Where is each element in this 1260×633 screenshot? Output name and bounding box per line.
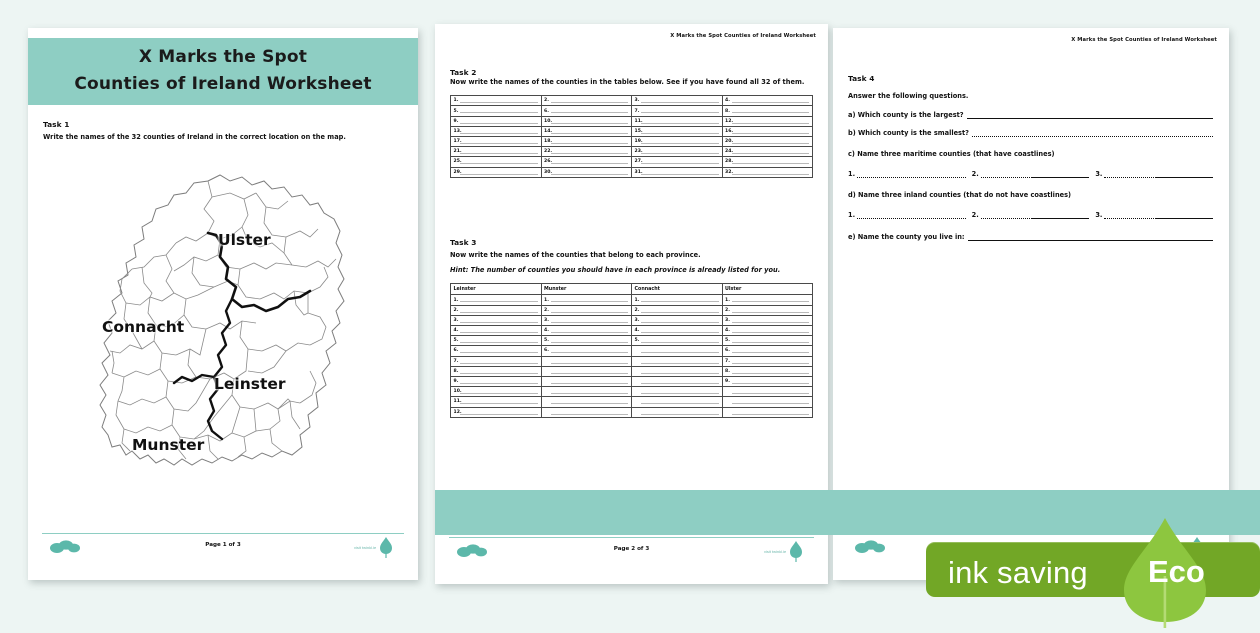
answer-rule-line: [551, 102, 629, 103]
province-answer-cell[interactable]: 1.: [451, 295, 542, 305]
answer-rule-line: [460, 403, 538, 404]
province-answer-cell[interactable]: [541, 376, 632, 386]
page-1-footer: [42, 533, 404, 567]
county-answer-cell[interactable]: 10.: [541, 116, 632, 126]
province-answer-cell[interactable]: 2.: [632, 305, 723, 315]
answer-rule-line: [460, 373, 538, 374]
county-answer-cell[interactable]: 18.: [541, 136, 632, 146]
task-3-block: [450, 238, 813, 418]
answer-rule-line: [641, 332, 719, 333]
province-answer-cell[interactable]: [632, 376, 723, 386]
question-d-blank-1[interactable]: [848, 210, 966, 219]
answer-rule-line: [460, 393, 538, 394]
answer-rule-line: [641, 383, 719, 384]
footer-credit-text: visit twinkl.ie: [764, 549, 786, 554]
answer-rule-line: [551, 301, 629, 302]
answer-rule-line: [551, 352, 629, 353]
county-answer-cell[interactable]: 8.: [722, 106, 813, 116]
province-answer-cell[interactable]: 3.: [541, 315, 632, 325]
answer-rule-line: [641, 322, 719, 323]
answer-rule-line: [460, 414, 538, 415]
task-4-block: [848, 74, 1213, 241]
task-2-block: [450, 68, 813, 178]
province-answer-cell[interactable]: 8.: [451, 366, 542, 376]
ink-saving-eco-badge: [926, 534, 1260, 596]
table-row: [451, 326, 813, 336]
question-b-row: [848, 128, 1213, 137]
county-answer-cell[interactable]: 31.: [632, 167, 723, 177]
answer-rule-line: [732, 153, 810, 154]
county-answer-cell[interactable]: 19.: [632, 136, 723, 146]
county-answer-cell[interactable]: 22.: [541, 147, 632, 157]
county-answer-cell[interactable]: 2.: [541, 96, 632, 106]
answer-rule-line: [641, 403, 719, 404]
blank-number: 3.: [1095, 170, 1102, 178]
county-answer-cell[interactable]: 32.: [722, 167, 813, 177]
table-row: [451, 106, 813, 116]
answer-rule-line: [732, 383, 810, 384]
answer-rule-line: [460, 312, 538, 313]
province-answer-cell[interactable]: [541, 407, 632, 417]
answer-rule-line: [732, 102, 810, 103]
question-e-row: [848, 232, 1213, 241]
answer-rule-line: [460, 153, 538, 154]
answer-rule-line: [732, 363, 810, 364]
task-3-instruction: Now write the names of the counties that belong to each province.: [450, 250, 813, 260]
table-row: [451, 366, 813, 376]
county-answer-cell[interactable]: 3.: [632, 96, 723, 106]
answer-rule-line: [732, 301, 810, 302]
answer-rule-line: [732, 403, 810, 404]
answer-rule-line: [732, 133, 810, 134]
province-answer-cell[interactable]: [541, 366, 632, 376]
task-2-table-holder: [450, 95, 813, 178]
county-answer-cell[interactable]: 28.: [722, 157, 813, 167]
province-answer-cell[interactable]: 5.: [451, 336, 542, 346]
question-b-answer-blank[interactable]: [972, 128, 1213, 137]
task-3-province-table[interactable]: [450, 283, 813, 417]
answer-rule-line: [551, 332, 629, 333]
answer-rule-line: [551, 363, 629, 364]
answer-rule-line: [641, 414, 719, 415]
title-banner: [28, 38, 418, 105]
county-answer-cell[interactable]: 24.: [722, 147, 813, 157]
answer-rule-line: [460, 342, 538, 343]
province-answer-cell[interactable]: [541, 397, 632, 407]
province-answer-cell[interactable]: 8.: [722, 366, 813, 376]
table-row: [451, 116, 813, 126]
answer-rule-line: [460, 301, 538, 302]
table-row: [451, 295, 813, 305]
province-answer-cell[interactable]: 1.: [632, 295, 723, 305]
page-1-number: Page 1 of 3: [42, 542, 404, 548]
blank-number: 1.: [848, 170, 855, 178]
task-1-block: [43, 120, 404, 142]
province-answer-cell[interactable]: 2.: [451, 305, 542, 315]
page-2-footer: [449, 537, 814, 571]
answer-rule-line: [551, 163, 629, 164]
province-answer-cell[interactable]: [722, 397, 813, 407]
province-answer-cell[interactable]: 7.: [451, 356, 542, 366]
answer-rule-line: [641, 133, 719, 134]
eco-badge-label: ink saving: [948, 555, 1088, 591]
county-answer-cell[interactable]: 29.: [451, 167, 542, 177]
county-answer-cell[interactable]: 13.: [451, 126, 542, 136]
table-row: [451, 96, 813, 106]
county-answer-cell[interactable]: 14.: [541, 126, 632, 136]
province-answer-cell[interactable]: 6.: [541, 346, 632, 356]
answer-rule-line: [460, 133, 538, 134]
answer-rule-line: [551, 403, 629, 404]
answer-rule-line: [460, 174, 538, 175]
answer-rule-line: [732, 393, 810, 394]
province-answer-cell[interactable]: 5.: [722, 336, 813, 346]
county-answer-cell[interactable]: 5.: [451, 106, 542, 116]
province-answer-cell[interactable]: [632, 407, 723, 417]
answer-rule-line: [732, 163, 810, 164]
province-answer-cell[interactable]: 2.: [722, 305, 813, 315]
answer-rule-line: [641, 102, 719, 103]
province-column-header: Connacht: [632, 284, 723, 295]
province-answer-cell[interactable]: 6.: [722, 346, 813, 356]
footer-credit-text: visit twinkl.ie: [354, 545, 376, 550]
table-row: [451, 126, 813, 136]
question-d-row: [848, 191, 1213, 219]
province-column-header: Munster: [541, 284, 632, 295]
table-row: [451, 376, 813, 386]
answer-rule-line: [732, 352, 810, 353]
question-c-blank-1[interactable]: [848, 169, 966, 178]
answer-rule-line: [732, 373, 810, 374]
answer-rule-line: [460, 383, 538, 384]
task-1-heading: Task 1: [43, 120, 404, 129]
answer-rule-line: [732, 112, 810, 113]
table-row: [451, 167, 813, 177]
task-2-counties-table[interactable]: [450, 95, 813, 178]
county-answer-cell[interactable]: 21.: [451, 147, 542, 157]
county-answer-cell[interactable]: 7.: [632, 106, 723, 116]
county-answer-cell[interactable]: 12.: [722, 116, 813, 126]
question-c-blank-2[interactable]: [972, 169, 1090, 178]
province-answer-cell[interactable]: 6.: [451, 346, 542, 356]
answer-rule-line: [551, 123, 629, 124]
answer-rule-line: [641, 301, 719, 302]
county-answer-cell[interactable]: 15.: [632, 126, 723, 136]
province-answer-cell[interactable]: 3.: [451, 315, 542, 325]
province-answer-cell[interactable]: 4.: [451, 326, 542, 336]
blank-number: 3.: [1095, 211, 1102, 219]
province-answer-cell[interactable]: 2.: [541, 305, 632, 315]
province-answer-cell[interactable]: [632, 356, 723, 366]
task-3-heading: Task 3: [450, 238, 813, 247]
title-line-2: Counties of Ireland Worksheet: [28, 74, 418, 94]
province-answer-cell[interactable]: [632, 397, 723, 407]
province-column-header: Leinster: [451, 284, 542, 295]
province-answer-cell[interactable]: 5.: [541, 336, 632, 346]
question-e-text: e) Name the county you live in:: [848, 233, 965, 241]
blank-number: 1.: [848, 211, 855, 219]
province-answer-cell[interactable]: 9.: [722, 376, 813, 386]
question-d-blank-2[interactable]: [972, 210, 1090, 219]
county-answer-cell[interactable]: 17.: [451, 136, 542, 146]
table-row: [451, 336, 813, 346]
question-a-row: [848, 110, 1213, 119]
table-row: [451, 136, 813, 146]
map-svg: [96, 163, 366, 523]
question-d-blanks: [848, 210, 1213, 219]
question-c-blank-3[interactable]: [1095, 169, 1213, 178]
answer-rule-line: [641, 342, 719, 343]
province-answer-cell[interactable]: 10.: [451, 387, 542, 397]
province-answer-cell[interactable]: 1.: [722, 295, 813, 305]
province-answer-cell[interactable]: [541, 387, 632, 397]
answer-rule-line: [551, 373, 629, 374]
county-answer-cell[interactable]: 9.: [451, 116, 542, 126]
answer-rule-line: [460, 112, 538, 113]
table-row: [451, 147, 813, 157]
blank-number: 2.: [972, 170, 979, 178]
province-column-header: Ulster: [722, 284, 813, 295]
question-a-answer-blank[interactable]: [967, 110, 1213, 119]
task-4-instruction: Answer the following questions.: [848, 91, 1213, 101]
task-4-heading: Task 4: [848, 74, 1213, 83]
page-2-running-header: X Marks the Spot Counties of Ireland Worksheet: [670, 33, 816, 39]
county-answer-cell[interactable]: 16.: [722, 126, 813, 136]
province-answer-cell[interactable]: 1.: [541, 295, 632, 305]
question-e-answer-blank[interactable]: [968, 232, 1213, 241]
answer-rule-line: [460, 123, 538, 124]
task-1-instruction: Write the names of the 32 counties of Ireland in the correct location on the map.: [43, 132, 404, 142]
county-answer-cell[interactable]: 6.: [541, 106, 632, 116]
answer-rule-line: [460, 363, 538, 364]
worksheet-page-1[interactable]: [28, 28, 418, 580]
table-row: [451, 407, 813, 417]
answer-rule-line: [641, 163, 719, 164]
county-answer-cell[interactable]: 20.: [722, 136, 813, 146]
table-row: [451, 356, 813, 366]
title-line-1: X Marks the Spot: [28, 47, 418, 67]
answer-rule-line: [641, 363, 719, 364]
answer-rule-line: [551, 133, 629, 134]
blank-number: 2.: [972, 211, 979, 219]
answer-rule-line: [641, 112, 719, 113]
province-answer-cell[interactable]: 7.: [722, 356, 813, 366]
question-c-row: [848, 150, 1213, 178]
county-answer-cell[interactable]: 25.: [451, 157, 542, 167]
map-label-connacht: Connacht: [102, 318, 184, 336]
task-2-instruction: Now write the names of the counties in the tables below. See if you have found all 32 of them.: [450, 77, 813, 87]
answer-rule-line: [641, 393, 719, 394]
answer-rule-line: [460, 322, 538, 323]
table-row: [451, 305, 813, 315]
answer-rule-line: [551, 322, 629, 323]
question-c-blanks: [848, 169, 1213, 178]
map-label-leinster: Leinster: [214, 375, 286, 393]
province-answer-cell[interactable]: [722, 407, 813, 417]
province-answer-cell[interactable]: 5.: [632, 336, 723, 346]
answer-rule-line: [551, 143, 629, 144]
province-answer-cell[interactable]: [632, 366, 723, 376]
province-answer-cell[interactable]: 11.: [451, 397, 542, 407]
eco-badge-eco-text: Eco: [1148, 554, 1205, 590]
task-2-heading: Task 2: [450, 68, 813, 77]
answer-rule-line: [641, 174, 719, 175]
province-answer-cell[interactable]: 3.: [722, 315, 813, 325]
question-d-blank-3[interactable]: [1095, 210, 1213, 219]
question-a-text: a) Which county is the largest?: [848, 111, 964, 119]
province-answer-cell[interactable]: 4.: [632, 326, 723, 336]
county-answer-cell[interactable]: 11.: [632, 116, 723, 126]
answer-rule-line: [551, 112, 629, 113]
task-3-hint: Hint: The number of counties you should have in each province is already listed for you.: [450, 265, 813, 275]
answer-rule-line: [732, 123, 810, 124]
answer-rule-line: [641, 373, 719, 374]
answer-rule-line: [732, 312, 810, 313]
answer-rule-line: [732, 414, 810, 415]
table-row: [451, 157, 813, 167]
county-answer-cell[interactable]: 26.: [541, 157, 632, 167]
county-answer-cell[interactable]: 30.: [541, 167, 632, 177]
province-border-line: [208, 299, 232, 439]
answer-rule-line: [460, 352, 538, 353]
province-answer-cell[interactable]: [632, 346, 723, 356]
province-answer-cell[interactable]: 4.: [722, 326, 813, 336]
ireland-counties-map: [96, 163, 366, 523]
task-3-table-holder: [450, 283, 813, 417]
province-answer-cell[interactable]: 12.: [451, 407, 542, 417]
map-label-ulster: Ulster: [218, 231, 271, 249]
question-c-text: c) Name three maritime counties (that have coastlines): [848, 150, 1213, 158]
answer-rule-line: [732, 143, 810, 144]
county-answer-cell[interactable]: 27.: [632, 157, 723, 167]
answer-rule-line: [460, 332, 538, 333]
answer-rule-line: [732, 342, 810, 343]
answer-rule-line: [551, 342, 629, 343]
answer-rule-line: [732, 332, 810, 333]
answer-rule-line: [732, 174, 810, 175]
answer-rule-line: [551, 174, 629, 175]
province-answer-cell[interactable]: [722, 387, 813, 397]
answer-rule-line: [641, 312, 719, 313]
county-answer-cell[interactable]: 4.: [722, 96, 813, 106]
twinkl-credit-right: [354, 535, 400, 559]
province-answer-cell[interactable]: [541, 356, 632, 366]
answer-rule-line: [551, 312, 629, 313]
table-row: [451, 346, 813, 356]
province-answer-cell[interactable]: 3.: [632, 315, 723, 325]
table-row: [451, 387, 813, 397]
page-3-running-header: X Marks the Spot Counties of Ireland Worksheet: [1071, 37, 1217, 43]
answer-rule-line: [460, 102, 538, 103]
province-answer-cell[interactable]: 9.: [451, 376, 542, 386]
county-answer-cell[interactable]: 1.: [451, 96, 542, 106]
answer-rule-line: [551, 383, 629, 384]
province-answer-cell[interactable]: 4.: [541, 326, 632, 336]
answer-rule-line: [641, 153, 719, 154]
table-row: [451, 315, 813, 325]
page-2-number: Page 2 of 3: [449, 546, 814, 552]
answer-rule-line: [641, 352, 719, 353]
twinkl-credit-right: [764, 539, 810, 563]
answer-rule-line: [551, 414, 629, 415]
question-b-text: b) Which county is the smallest?: [848, 129, 969, 137]
answer-rule-line: [551, 393, 629, 394]
answer-rule-line: [460, 163, 538, 164]
table-row: [451, 397, 813, 407]
answer-rule-line: [641, 143, 719, 144]
answer-rule-line: [551, 153, 629, 154]
table-header-row: [451, 284, 813, 295]
map-label-munster: Munster: [132, 436, 204, 454]
county-answer-cell[interactable]: 23.: [632, 147, 723, 157]
answer-rule-line: [641, 123, 719, 124]
answer-rule-line: [460, 143, 538, 144]
question-d-text: d) Name three inland counties (that do not have coastlines): [848, 191, 1213, 199]
province-answer-cell[interactable]: [632, 387, 723, 397]
answer-rule-line: [732, 322, 810, 323]
